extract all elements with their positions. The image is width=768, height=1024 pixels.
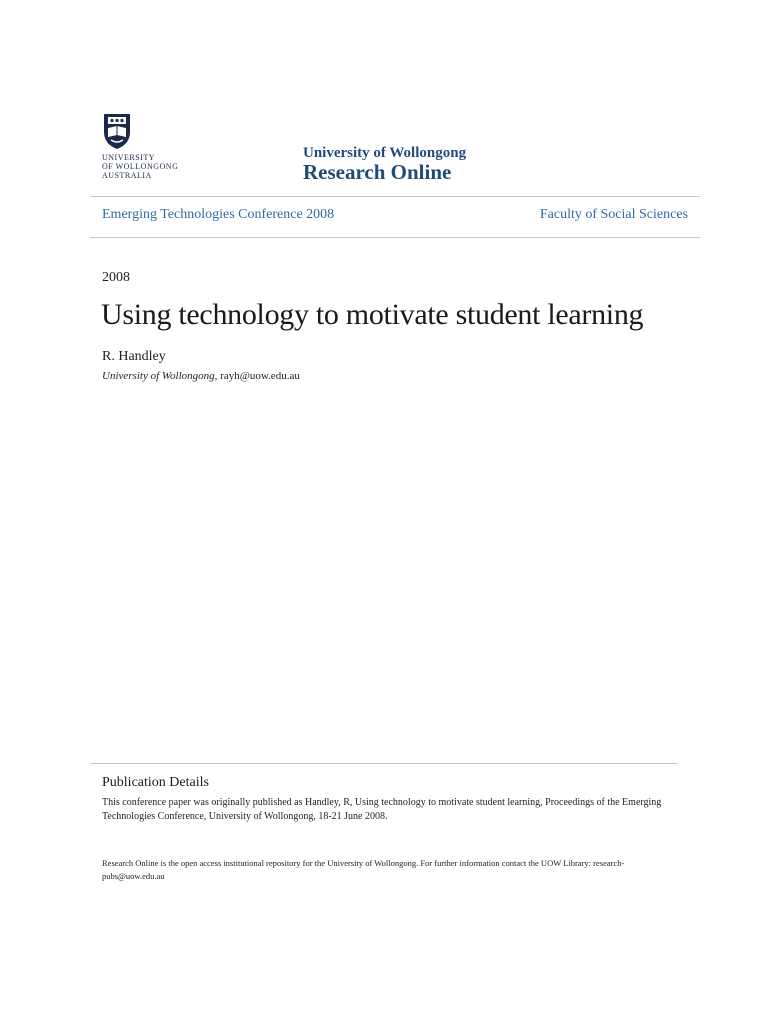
- repository-name-line-1[interactable]: University of Wollongong: [303, 145, 467, 161]
- publication-year: 2008: [102, 270, 130, 285]
- author-affiliation: [102, 370, 300, 382]
- university-line-1: UNIVERSITY: [102, 153, 155, 162]
- repository-note: Research Online is the open access institutional repository for the University of Wollongong. For further information contact the UOW Library: research-pubs@uow.edu.au: [102, 858, 625, 881]
- publication-details-text: This conference paper was originally published as Handley, R, Using technology to motivate student learning, Proceedings of the Emerging Technologies Conference, University of Wollongong, 18-21 June 2008.: [102, 797, 662, 822]
- author-name: R. Handley: [102, 349, 166, 364]
- repository-name-line-2[interactable]: Research Online: [303, 160, 452, 184]
- university-crest-icon: [102, 112, 132, 150]
- divider-publication: [90, 763, 678, 764]
- paper-title: Using technology to motivate student learning: [101, 298, 644, 331]
- university-line-2: OF WOLLONGONG: [102, 162, 179, 171]
- divider-nav: [90, 237, 700, 238]
- faculty-link[interactable]: Faculty of Social Sciences: [539, 207, 688, 222]
- publication-details-heading: Publication Details: [102, 775, 209, 790]
- university-line-3: AUSTRALIA: [102, 171, 152, 180]
- divider-top: [90, 196, 700, 197]
- affiliation-email[interactable]: , rayh@uow.edu.au: [214, 370, 300, 382]
- university-wordmark: [102, 153, 178, 180]
- collection-link[interactable]: Emerging Technologies Conference 2008: [102, 207, 335, 222]
- affiliation-institution: University of Wollongong: [102, 370, 215, 382]
